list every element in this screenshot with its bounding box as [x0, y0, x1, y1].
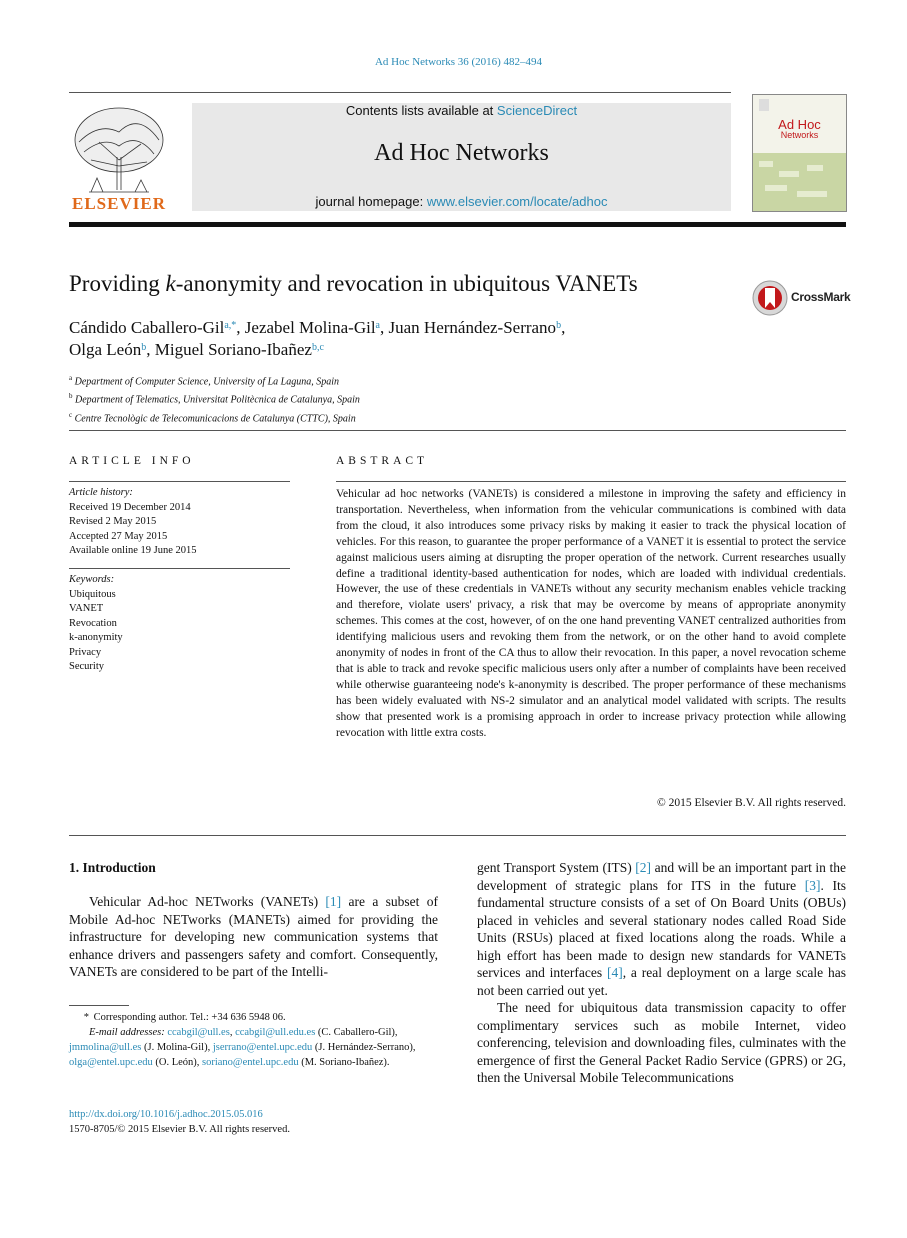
- author-affil-sup[interactable]: a,*: [224, 320, 237, 331]
- article-info-rule-top: [69, 481, 290, 482]
- paragraph: The need for ubiquitous data transmission capacity to offer complimentary services such as mobile Internet, video conferencing, television and downloading files, culminates with the emergence of first the General Packet Radio Service (GPRS) or 2G, then the Universal Mobile Telecommunications: [477, 1000, 846, 1085]
- affiliation: [69, 389, 360, 407]
- contents-line: [192, 103, 731, 118]
- author: [155, 340, 324, 359]
- history-item: Received 19 December 2014: [69, 501, 191, 513]
- paragraph: [477, 859, 846, 999]
- contents-prefix: Contents lists available at: [345, 103, 497, 118]
- journal-cover-thumbnail[interactable]: [752, 94, 847, 212]
- footnote-rule: [69, 1005, 129, 1006]
- homepage-link[interactable]: www.elsevier.com/locate/adhoc: [426, 194, 608, 209]
- homepage-prefix: journal homepage:: [315, 194, 427, 209]
- history-label: Article history:: [69, 487, 133, 498]
- abstract-text: Vehicular ad hoc networks (VANETs) is considered a milestone in improving the safety and efficiency in transportation. Nevertheless, when information from the vehicular communications is combined with data from the cloud, it also introduces some privacy risks by making it easier to track the physical location of vehicles. For this reason, to guarantee the proper performance of a VANET it is essential to protect the service against malicious users aiming at disrupting the proper operation of the network. Current researches usually define a traditional identity-based authentication for nodes, which are loaded with individual credentials. However, the use of these credentials in VANETs without any security mechanism enables vehicle tracking and therefore, violate users' privacy, a risk that may be overcome by means of appropriate anonymity schemes. This comes at the cost, however, of on the one hand preventing VANET centralized authorities from identifying malicious users and revoking them from the network, or on the other hand to avoid complete anonymity of nodes in front of the CA thus to allow their revocation. In this paper, a novel revocation scheme that is able to track and revoke specific malicious users only after a number of complaints have been received while otherwise guaranteeing node's k-anonymity is described. The proper performance of these mechanisms has been widely evaluated with NS-2 simulator and an analytical model validated with scripts. The results show that presented work is a promising approach in order to increase privacy protection while allowing revocation with little extra costs.: [336, 488, 846, 739]
- affiliation: [69, 408, 360, 426]
- header-thick-rule: [69, 222, 846, 227]
- email-owner: (C. Caballero-Gil),: [315, 1027, 398, 1038]
- author-separator: ,: [561, 318, 566, 337]
- author: [245, 318, 389, 337]
- title-suffix: -anonymity and revocation in ubiquitous VANETs: [175, 271, 638, 296]
- title-block-rule: [69, 430, 846, 431]
- affiliation: [69, 371, 360, 389]
- author-affil-sup[interactable]: b: [141, 342, 147, 353]
- keyword: Ubiquitous: [69, 588, 116, 600]
- doi-block: [69, 1107, 290, 1137]
- header-top-rule: [69, 92, 731, 93]
- crossmark-label[interactable]: CrossMark: [791, 290, 851, 304]
- citation-link[interactable]: [2]: [635, 860, 652, 875]
- keyword: VANET: [69, 603, 104, 614]
- author-name: Cándido Caballero-Gil: [69, 318, 225, 337]
- homepage-line: [192, 194, 731, 209]
- paper-title: [69, 271, 729, 297]
- intro-paragraph-left: [69, 893, 438, 981]
- affiliations: [69, 371, 360, 426]
- keyword: Security: [69, 661, 104, 672]
- email-link[interactable]: olga@entel.upc.edu: [69, 1057, 153, 1068]
- text-run: are a subset of Mobile Ad-hoc NETworks (MANETs) aimed for providing the infrastructure for developing new communication systems that enhance drivers and passengers safety and comfort. Consequently, VANETs are considered to be part of the Intelli-: [69, 894, 438, 979]
- email-owner: (O. León),: [152, 1057, 200, 1068]
- text-run: Vehicular Ad-hoc NETworks (VANETs): [89, 894, 326, 909]
- front-matter-rule: [69, 835, 846, 836]
- title-prefix: Providing: [69, 271, 166, 296]
- email-link[interactable]: soriano@entel.upc.edu: [202, 1057, 299, 1068]
- affiliation-sup: a: [69, 374, 73, 382]
- affiliation-sup: b: [69, 392, 73, 401]
- cover-title: [753, 119, 846, 141]
- cover-pattern: [753, 95, 846, 211]
- email-owner: (J. Hernández-Serrano),: [312, 1042, 416, 1053]
- journal-reference[interactable]: Ad Hoc Networks 36 (2016) 482–494: [374, 56, 543, 68]
- footnote-marker: *: [83, 1012, 89, 1023]
- corresponding-author-note: [69, 1010, 438, 1025]
- citation-link[interactable]: [4]: [606, 965, 623, 980]
- affiliation-sup: c: [69, 410, 73, 419]
- author-separator: ,: [380, 318, 389, 337]
- author-affil-sup[interactable]: b,c: [311, 342, 324, 353]
- article-history: [69, 486, 290, 559]
- footnotes: [69, 1010, 438, 1070]
- author-affil-sup[interactable]: a: [375, 320, 380, 331]
- text-run: and will be an important part in the development of strategic plans for ITS in the future: [477, 860, 846, 893]
- separator: ,: [229, 1027, 236, 1038]
- abstract-rule: [336, 481, 846, 482]
- keywords-label: Keywords:: [69, 574, 115, 585]
- issn-copyright: 1570-8705/© 2015 Elsevier B.V. All rights reserved.: [69, 1124, 290, 1135]
- text-run: . Its fundamental structure consists of a set of On Board Units (OBUs) placed in vehicles and several stationary nodes called Road Side Units (RSUs) placed at fixed locations along the roads. While a high effort has been made to design new standards for VANETs services and interfaces: [477, 877, 847, 980]
- affiliation-text: Department of Telematics, Universitat Politècnica de Catalunya, Spain: [75, 394, 360, 406]
- affiliation-text: Department of Computer Science, University of La Laguna, Spain: [74, 376, 340, 388]
- keywords: [69, 573, 290, 675]
- email-link[interactable]: jmmolina@ull.es: [69, 1042, 142, 1053]
- section-heading-introduction: 1. Introduction: [69, 860, 156, 875]
- citation-link[interactable]: [3]: [804, 877, 821, 893]
- author-name: Miguel Soriano-Ibañez: [154, 340, 312, 359]
- email-link[interactable]: jserrano@entel.upc.edu: [212, 1042, 313, 1053]
- text-run: , a real deployment on a large scale has not been carried out yet.: [477, 965, 846, 998]
- email-owner: (J. Molina-Gil),: [141, 1042, 213, 1053]
- email-label: E-mail addresses:: [89, 1027, 165, 1038]
- corresponding-text: Corresponding author. Tel.: +34 636 5948 06.: [93, 1012, 286, 1023]
- journal-title: Ad Hoc Networks: [374, 140, 549, 166]
- author: [389, 318, 566, 337]
- author-separator: ,: [236, 318, 245, 337]
- email-owner: (M. Soriano-Ibañez).: [298, 1057, 390, 1068]
- keyword: k-anonymity: [69, 632, 123, 643]
- doi-link[interactable]: http://dx.doi.org/10.1016/j.adhoc.2015.05.016: [69, 1109, 263, 1120]
- abstract-heading: ABSTRACT: [336, 455, 429, 467]
- author-affil-sup[interactable]: b: [556, 320, 562, 331]
- sciencedirect-link[interactable]: ScienceDirect: [496, 103, 578, 118]
- article-info-rule-mid: [69, 568, 290, 569]
- history-item: Revised 2 May 2015: [69, 516, 157, 527]
- affiliation-text: Centre Tecnològic de Telecomunicacions de Catalunya (CTTC), Spain: [74, 412, 356, 424]
- author-list: [69, 317, 729, 361]
- email-note: [69, 1025, 438, 1070]
- text-run: gent Transport System (ITS): [477, 860, 636, 875]
- crossmark-icon[interactable]: [752, 280, 788, 316]
- keyword: Privacy: [69, 646, 102, 658]
- author-name: Juan Hernández-Serrano: [388, 318, 557, 337]
- author-name: Olga León: [69, 340, 142, 359]
- history-item: Available online 19 June 2015: [69, 545, 197, 556]
- author: [69, 318, 245, 337]
- cover-title-line1: Ad Hoc: [778, 117, 821, 132]
- author-name: Jezabel Molina-Gil: [244, 318, 376, 337]
- cover-title-line2: Networks: [780, 130, 819, 140]
- author-separator: ,: [146, 340, 155, 359]
- email-link[interactable]: ccabgil@ull.es: [167, 1027, 230, 1038]
- title-italic: k: [165, 271, 176, 296]
- article-info-heading: ARTICLE INFO: [69, 455, 195, 467]
- abstract-copyright: © 2015 Elsevier B.V. All rights reserved.: [657, 797, 846, 809]
- email-link[interactable]: ccabgil@ull.edu.es: [235, 1027, 316, 1038]
- intro-paragraphs-right: [477, 859, 846, 1087]
- history-item: Accepted 27 May 2015: [69, 530, 168, 542]
- author: [69, 340, 155, 359]
- citation-link[interactable]: [1]: [325, 894, 342, 909]
- publisher-wordmark: ELSEVIER: [72, 194, 166, 213]
- keyword: Revocation: [69, 617, 117, 629]
